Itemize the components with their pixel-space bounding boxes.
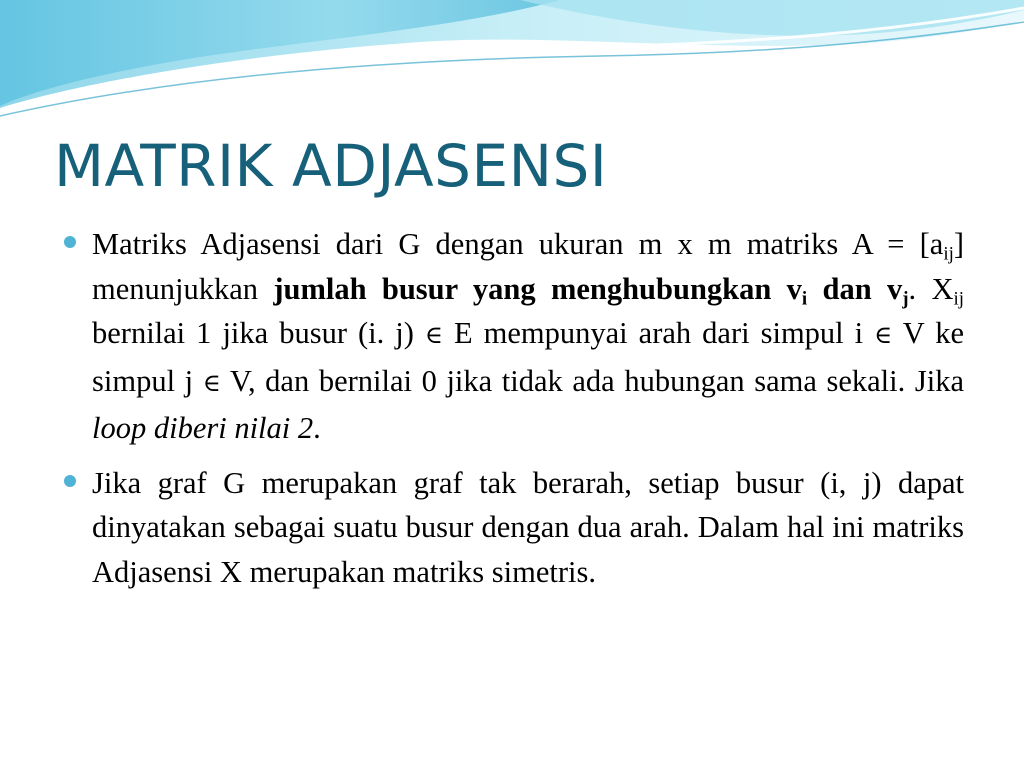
emphasis-italic: loop diberi nilai 2 — [92, 411, 314, 445]
bullet-list — [62, 222, 964, 604]
bullet-item-definition: Matriks Adjasensi dari G dengan ukuran m x m matriks $A = [a_{ij}]$ menunjukkan jumlah busur yang menghubungkan $v_i$ dan $v_j$. $X_{ij}$ bernilai 1 jika busur (i. j) ∈ E mempunyai arah dari simpul i ∈ V ke simpul j ∈ V, dan bernilai 0 jika tidak ada hubungan sama sekali. Jika loop diberi nilai 2. — [62, 222, 964, 451]
element-of-symbol: ∈ — [424, 322, 443, 349]
element-of-symbol: ∈ — [202, 369, 221, 397]
slide-title: MATRIK ADJASENSI — [54, 132, 608, 200]
header-wave-decoration — [0, 0, 1024, 130]
bullet-dot-icon — [64, 475, 76, 487]
bullet-item-undirected — [62, 461, 964, 595]
bullet-dot-icon — [64, 236, 76, 248]
emphasis-bold: jumlah busur yang menghubungkan $v_i$ dan $v_j$ — [273, 271, 909, 309]
element-of-symbol: ∈ — [874, 322, 893, 349]
bullet-text: Jika graf G merupakan graf tak berarah, setiap busur (i, j) dapat dinyatakan sebagai suatu busur dengan dua arah. Dalam hal ini matriks Adjasensi X merupakan matriks simetris. — [92, 465, 964, 589]
